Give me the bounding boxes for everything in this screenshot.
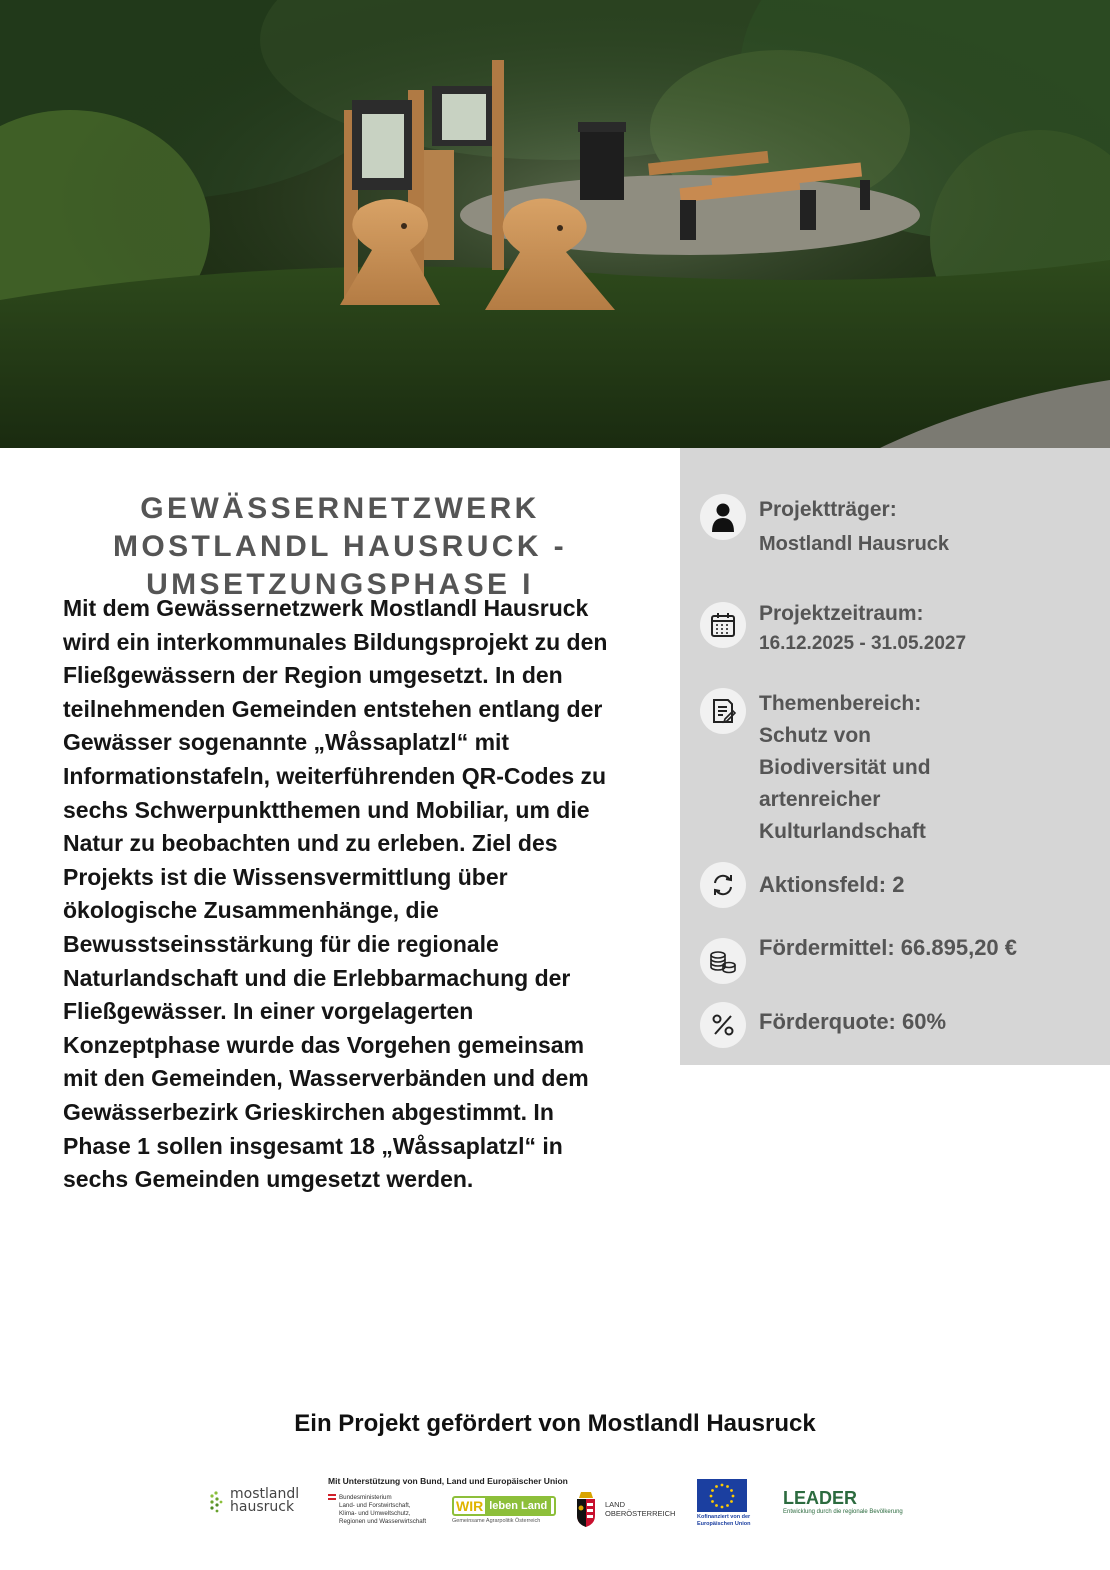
calendar-icon — [700, 602, 746, 648]
logo-line: WIR — [456, 1498, 484, 1514]
info-label: Aktionsfeld: 2 — [759, 872, 905, 897]
info-label: Themenbereich: — [759, 692, 922, 715]
info-value: 16.12.2025 - 31.05.2027 — [759, 633, 967, 654]
support-line: Mit Unterstützung von Bund, Land und Europäischer Union — [328, 1476, 568, 1486]
logo-line: Klima- und Umweltschutz, — [339, 1510, 411, 1517]
project-description: Mit dem Gewässernetzwerk Mostlandl Hausruck wird ein interkommunales Bildungsprojekt zu den Fließgewässern der Region umgesetzt. In den teilnehmenden Gemeinden entstehen entlang der Gewässer sogenannte „Wåssaplatzl“ mit Informationstafeln, weiterführenden QR-Codes zu sechs Schwerpunktthemen und Mobiliar, um die Natur zu beobachten und zu erleben. Ziel des Projekts ist die Wissensvermittlung über ökologische Zusammenhänge, die Bewusstseinsstärkung für die regionale Naturlandschaft und die Erlebbarmachung der Fließgewässer. In einer vorgelagerten Konzeptphase wurde das Vorgehen gemeinsam mit den Gemeinden, Wasserverbänden und dem Gewässerbezirk Grieskirchen abgestimmt. In Phase 1 sollen insgesamt 18 „Wåssaplatzl“ in sechs Gemeinden umgesetzt werden. — [63, 595, 608, 1193]
land-ooe-logo — [575, 1490, 675, 1528]
logo-line: hausruck — [230, 1499, 295, 1515]
ministry-logo — [328, 1494, 448, 1526]
logo-line: Gemeinsame Agrarpolitik Österreich — [452, 1518, 541, 1524]
info-label: Fördermittel: 66.895,20 € — [759, 935, 1018, 960]
logo-line: Entwicklung durch die regionale Bevölkerung — [783, 1509, 903, 1515]
logo-line: Kofinanziert von der — [697, 1514, 751, 1520]
logo-line: Europäischen Union — [697, 1520, 751, 1527]
logo-line: LAND — [605, 1500, 626, 1509]
eu-flag-icon — [697, 1479, 747, 1512]
page-title: GEWÄSSERNETZWERK MOSTLANDL HAUSRUCK - UMSETZUNGSPHASE I — [112, 492, 568, 601]
logo-line: leben Land — [485, 1498, 551, 1514]
austria-flag-icon — [328, 1494, 336, 1500]
hero-image — [0, 0, 1110, 448]
logo-line: Regionen und Wasserwirtschaft — [339, 1518, 427, 1525]
leader-logo — [783, 1488, 903, 1515]
wir-leben-land-logo — [452, 1496, 556, 1524]
info-label: Förderquote: 60% — [759, 1009, 947, 1034]
footer-title: Ein Projekt gefördert von Mostlandl Hausruck — [294, 1410, 816, 1437]
eu-logo — [697, 1479, 755, 1527]
info-value: Mostlandl Hausruck — [759, 533, 950, 555]
info-label: Projektzeitraum: — [759, 602, 924, 625]
info-value: Schutz von Biodiversität und artenreicher Kulturlandschaft — [759, 724, 931, 843]
logo-line: Bundesministerium — [339, 1494, 392, 1501]
coat-of-arms-icon — [575, 1490, 597, 1528]
info-sidebar — [680, 448, 1110, 1065]
percent-icon — [700, 1002, 746, 1048]
person-icon — [700, 494, 746, 540]
logo-line: OBERÖSTERREICH — [605, 1509, 676, 1518]
mostlandl-logo — [212, 1488, 299, 1514]
logo-line: LEADER — [783, 1488, 858, 1508]
dots-icon — [208, 1490, 228, 1514]
document-icon — [700, 688, 746, 734]
info-label: Projektträger: — [759, 498, 897, 521]
logo-line: Land- und Forstwirtschaft, — [339, 1502, 411, 1509]
logo-line: mostlandl — [230, 1486, 300, 1502]
coins-icon — [700, 938, 746, 984]
cycle-icon — [700, 862, 746, 908]
